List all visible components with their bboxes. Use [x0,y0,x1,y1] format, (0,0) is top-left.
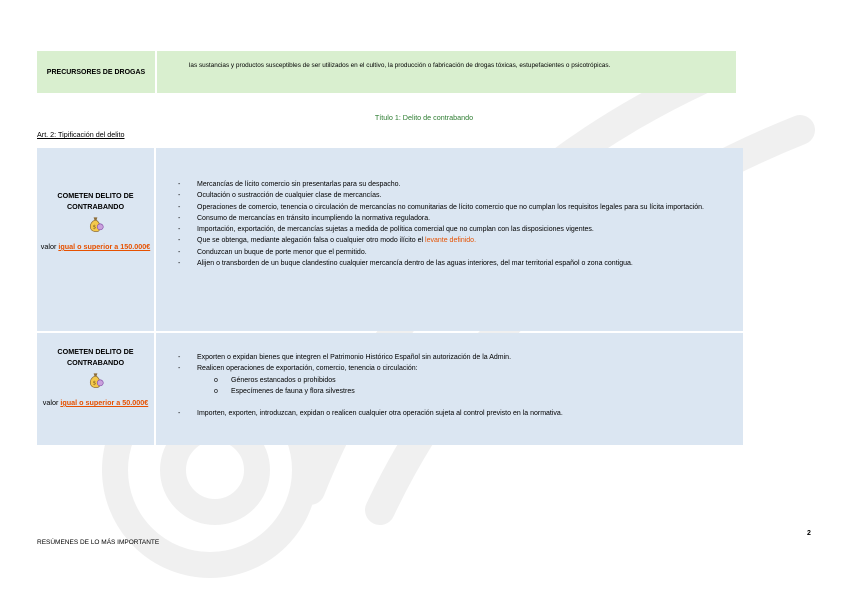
list-item: - Importen, exporten, introduzcan, expidan o realicen cualquier otra operación sujeta al control previsto en la normativa. [178,410,563,418]
list-item: - Conduzcan un buque de porte menor que el permitido. [178,248,367,256]
list-item: - Operaciones de comercio, tenencia o circulación de mercancías no comunitarias de lícito comercio que no cumplan los requisitos legales para su lícita importación. [178,203,704,211]
list-item: - Exporten o expidan bienes que integren el Patrimonio Histórico Español sin autorización de la Admin. [178,354,512,361]
crime-list [156,333,743,445]
list-item: - Que se obtenga, mediante alegación falsa o cualquier otro modo ilícito el levante definido. [178,237,477,245]
valor-prefix: valor [42,398,61,407]
crime-row-50000 [37,333,743,445]
list-item: - Importación, exportación, de mercancías sujetas a medida de política comercial que no cumplan con las disposiciones vigentes. [178,226,594,234]
valor-threshold [37,241,154,252]
valor-threshold [37,397,154,408]
valor-prefix: valor [40,242,59,251]
list-item: - Alijen o transborden de un buque clandestino cualquier mercancía dentro de las aguas interiores, del mar territorial español o zona contigua. [178,260,633,268]
crime-row-header [37,333,156,445]
svg-text:$: $ [92,380,97,387]
definition-term: PRECURSORES DE DROGAS [37,51,157,93]
sub-list-item: o Géneros estancados o prohibidos [214,376,336,384]
list-item: - Mercancías de lícito comercio sin presentarlas para su despacho. [178,181,401,188]
article-heading: Art. 2: Tipificación del delito [37,130,125,139]
list-item: - Ocultación o sustracción de cualquier clase de mercancías. [178,192,382,200]
valor-amount: igual o superior a 150.000€ [58,242,151,251]
section-title: Título 1: Delito de contrabando [374,113,474,122]
definition-table [37,51,736,93]
money-bag-icon [87,371,104,389]
crime-title: COMETEN DELITO DE CONTRABANDO [57,347,134,367]
footer-text: RESÚMENES DE LO MÁS IMPORTANTE [37,539,160,546]
valor-amount: igual o superior a 50.000€ [60,398,149,407]
definition-text: las sustancias y productos susceptibles de ser utilizados en el cultivo, la producción o fabricación de drogas tóxicas, estupefacientes o psicotrópicas. [189,62,611,69]
sub-list-item: o Especímenes de fauna y flora silvestres [214,387,355,395]
list-item: - Consumo de mercancías en tránsito incumpliendo la normativa reguladora. [178,214,431,222]
crime-row-header [37,148,156,331]
money-bag-icon [87,215,104,233]
page-number: 2 [807,530,811,537]
crime-title: COMETEN DELITO DE CONTRABANDO [57,191,134,211]
crime-row-150000 [37,148,743,331]
list-item: - Realicen operaciones de exportación, comercio, tenencia o circulación: [178,365,418,373]
svg-text:$: $ [92,224,97,231]
highlight-text: levante definido. [425,237,477,245]
crime-list [156,148,743,331]
